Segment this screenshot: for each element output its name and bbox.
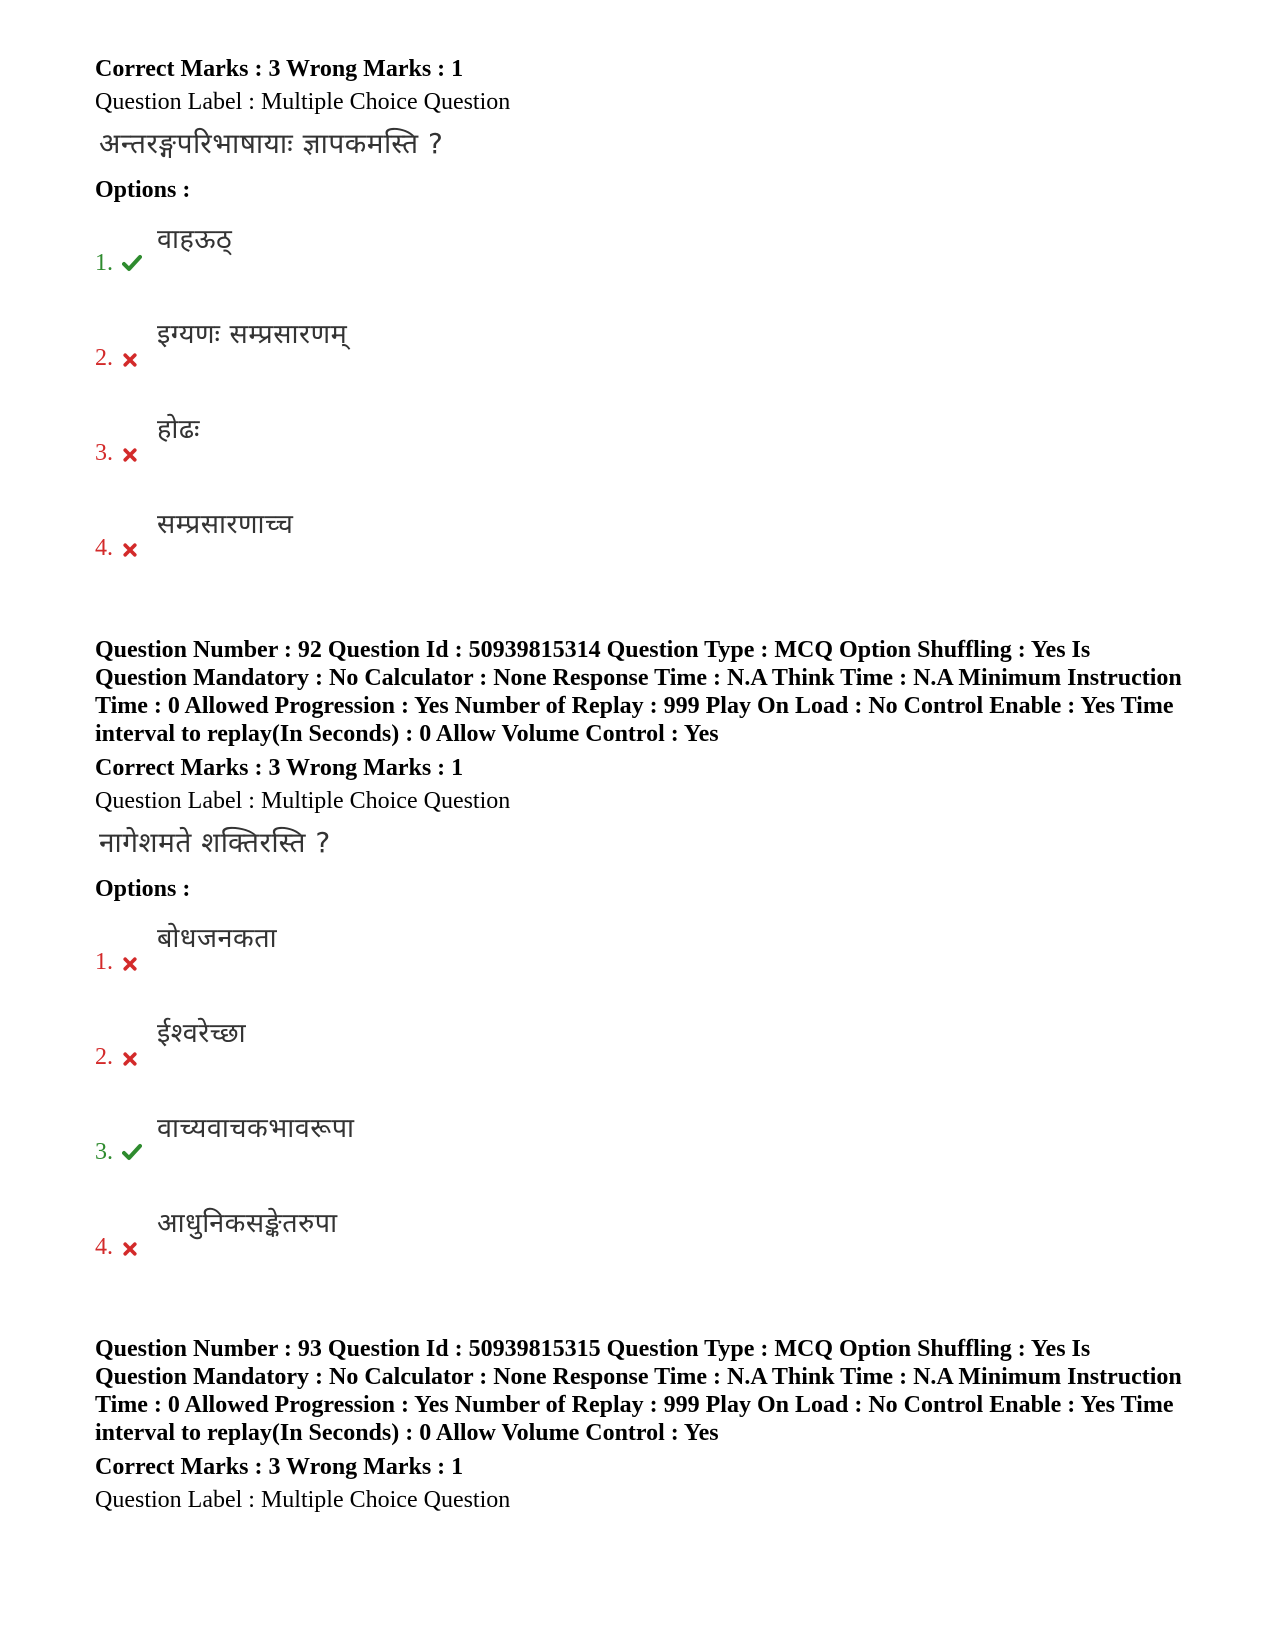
question-label: Question Label : Multiple Choice Question (95, 1487, 511, 1513)
option-text: वाहऊठ् (157, 224, 233, 255)
option-item (95, 394, 1185, 489)
options-heading: Options : (95, 177, 191, 203)
question-meta: Question Number : 92 Question Id : 50939815314 Question Type : MCQ Option Shuffling : Yes Is Question Mandatory : No Calculator : None Response Time : N.A Think Time : N.A Minimum Instruction Time : 0 Allowed Progression : Yes Number of Replay : 999 Play On Load : No Control Enable : Yes Time interval to replay(In Seconds) : 0 Allow Volume Control : Yes (95, 637, 1182, 747)
option-text: इग्यणः सम्प्रसारणम् (157, 319, 348, 350)
option-text: वाच्यवाचकभावरूपा (157, 1113, 355, 1144)
cross-icon (122, 447, 138, 463)
option-item (95, 204, 1185, 299)
option-item (95, 1093, 1185, 1188)
question-text: अन्तरङ्गपरिभाषायाः ज्ञापकमस्ति ? (99, 127, 444, 160)
document-page (95, 55, 1185, 1514)
option-item (95, 489, 1185, 584)
option-text: होढः (157, 414, 200, 445)
option-number: 2. (95, 345, 113, 371)
options-list (95, 903, 1185, 1283)
option-text: ईश्वरेच्छा (157, 1018, 247, 1049)
marks-line: Correct Marks : 3 Wrong Marks : 1 (95, 1454, 464, 1480)
option-number: 4. (95, 1234, 113, 1260)
cross-icon (122, 1241, 138, 1257)
cross-icon (122, 352, 138, 368)
option-number: 3. (95, 1139, 113, 1165)
option-text: सम्प्रसारणाच्च (157, 509, 294, 540)
option-number: 3. (95, 440, 113, 466)
question-label: Question Label : Multiple Choice Question (95, 89, 511, 115)
question-meta: Question Number : 93 Question Id : 50939815315 Question Type : MCQ Option Shuffling : Yes Is Question Mandatory : No Calculator : None Response Time : N.A Think Time : N.A Minimum Instruction Time : 0 Allowed Progression : Yes Number of Replay : 999 Play On Load : No Control Enable : Yes Time interval to replay(In Seconds) : 0 Allow Volume Control : Yes (95, 1336, 1182, 1446)
option-text: आधुनिकसङ्केतरुपा (157, 1208, 338, 1239)
question-block-92 (95, 636, 1185, 1283)
options-list (95, 204, 1185, 584)
question-text: नागेशमते शक्तिरस्ति ? (99, 826, 331, 859)
option-number: 4. (95, 535, 113, 561)
option-item (95, 299, 1185, 394)
option-item (95, 998, 1185, 1093)
option-number: 1. (95, 250, 113, 276)
options-heading: Options : (95, 876, 191, 902)
option-text: बोधजनकता (157, 923, 278, 954)
option-item (95, 1188, 1185, 1283)
question-block-91 (95, 55, 1185, 584)
cross-icon (122, 542, 138, 558)
cross-icon (122, 956, 138, 972)
marks-line: Correct Marks : 3 Wrong Marks : 1 (95, 56, 464, 82)
question-label: Question Label : Multiple Choice Question (95, 788, 511, 814)
marks-line: Correct Marks : 3 Wrong Marks : 1 (95, 755, 464, 781)
option-number: 1. (95, 949, 113, 975)
question-block-93 (95, 1335, 1185, 1514)
check-icon (122, 1142, 142, 1162)
cross-icon (122, 1051, 138, 1067)
option-item (95, 903, 1185, 998)
option-number: 2. (95, 1044, 113, 1070)
check-icon (122, 253, 142, 273)
